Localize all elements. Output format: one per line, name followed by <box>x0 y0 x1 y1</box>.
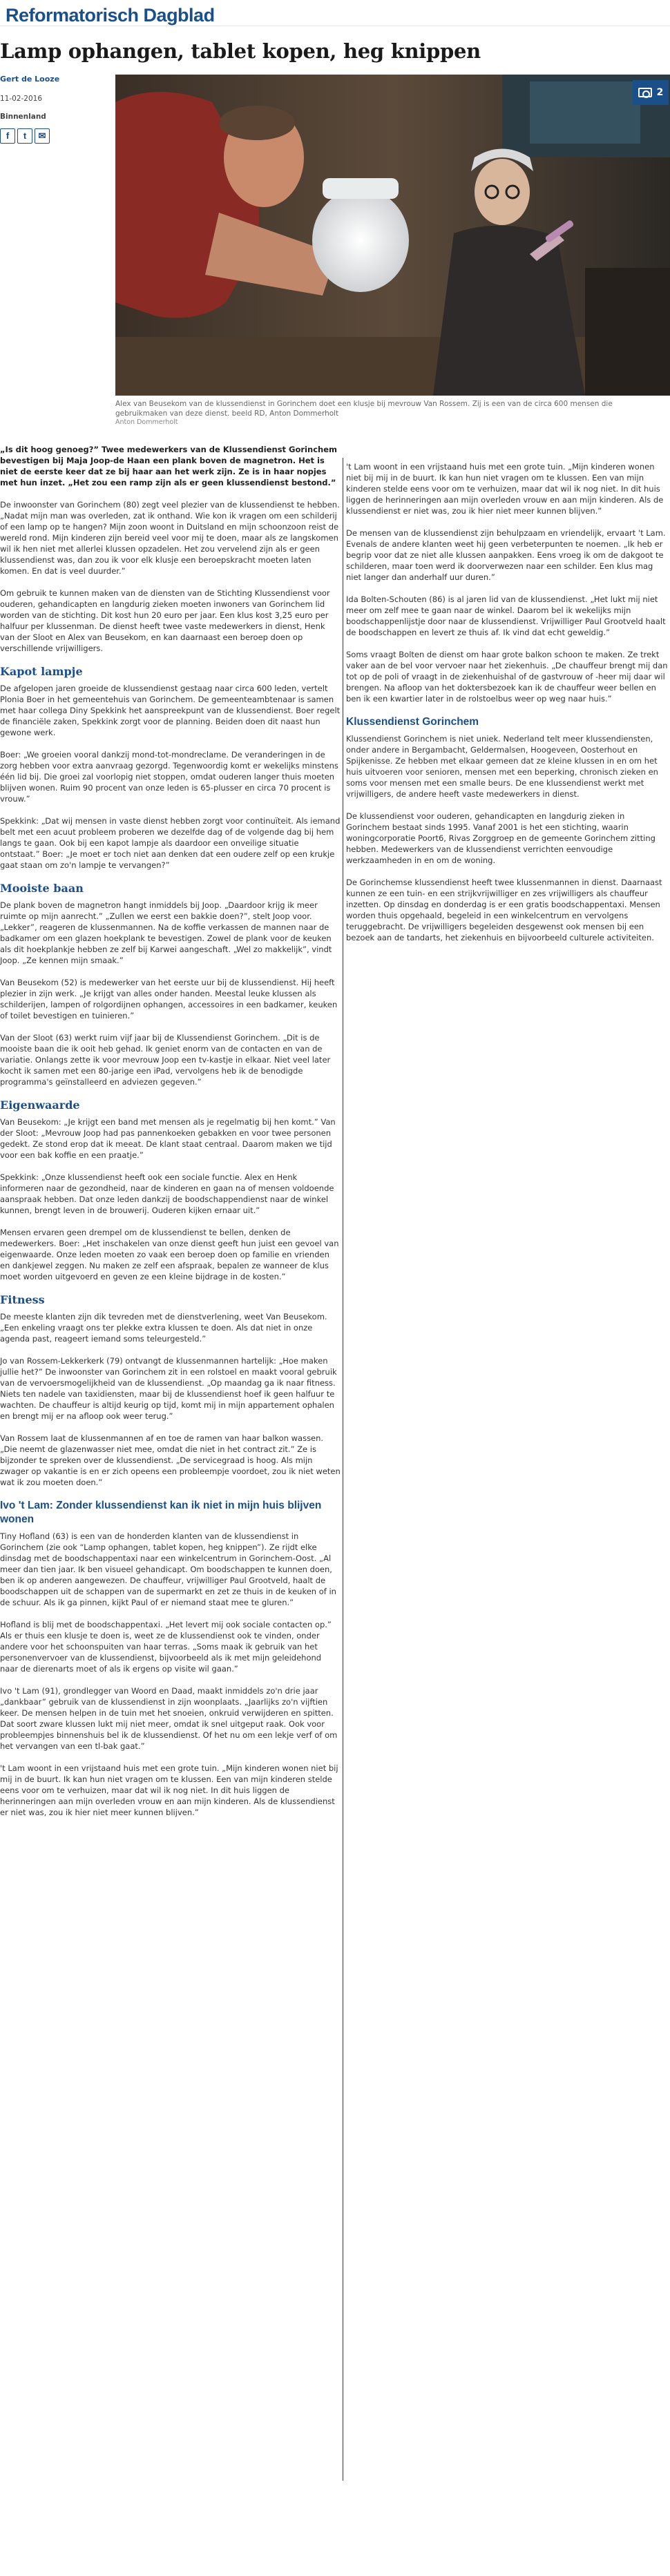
paragraph: Van Beusekom (52) is medewerker van het eerste uur bij de klussendienst. Hij heeft plezier in zijn werk. „Je krijgt van alles onder handen. Meestal leuke klussen als schilderijen, lampen of rolgordijnen ophangen, accessoires in een badkamer, keuken of toilet bevestigen en tuinieren.” <box>0 978 338 1020</box>
paragraph: Van Beusekom: „Je krijgt een band met mensen als je regelmatig bij hen komt.” Van der Sloot: „Mevrouw Joop had pas pannenkoeken gebakken en voor twee personen gedekt. Ze stond erop dat ik meeat. De klant staat centraal. Daarom maken we tijd voor een bak koffie en een praatje.” <box>0 1117 336 1160</box>
paragraph: De klussendienst voor ouderen, gehandicapten en langdurig zieken in Gorinchem bestaat sinds 1995. Vanaf 2001 is het een stichting, waarin woningcorporatie Poort6, Rivas Zorggroep en de gemeente Gorinchem zitting hebben. Medewerkers van de klussendienst verrichten eenvoudige werkzaamheden in en om de woning. <box>346 811 655 865</box>
article-body-left <box>0 444 341 1829</box>
paragraph: Boer: „We groeien vooral dankzij mond-tot-mondreclame. De veranderingen in de zorg hebben voor extra aanvraag gezorgd. Tegenwoordig komt er wekelijks minstens één lid bij. Die groei zal voorlopig niet stoppen, omdat ouderen langer thuis moeten blijven wonen. Ruim 90 procent van onze leden is 65-plusser en circa 70 procent is vrouw.” <box>0 750 338 804</box>
photo-caption: Alex van Beusekom van de klussendienst in Gorinchem doet een klusje bij mevrouw Van Rossem. Zij is een van de circa 600 mensen die gebruikmaken van deze dienst. beeld RD, Anton Dommerholt <box>115 400 613 418</box>
paragraph: Jo van Rossem-Lekkerkerk (79) ontvangt de klussenmannen hartelijk: „Hoe maken jullie het?” De inwoonster van Gorinchem zit in een rolstoel en maakt vooral gebruik van de vervoersmogelijkheid van de klussendienst. „Op maandag ga ik naar fitness. Niets ten nadele van taxidiensten, maar bij de klussendienst hoef ik geen halfuur te wachten. De chauffeur is altijd keurig op tijd, komt mij in mijn appartement ophalen en brengt mij er na afloop ook weer terug.” <box>0 1356 337 1421</box>
paragraph: Om gebruik te kunnen maken van de diensten van de Stichting Klussendienst voor ouderen, gehandicapten en langdurig zieken moeten inwoners van Gorinchem lid worden van de stichting. Dit kost hun 20 euro per jaar. Een klus kost 3,25 euro per halfuur per klussenman. De dienst heeft twee vaste medewerkers in dienst, Henk van der Sloot en Alex van Beusekom, en kan daarnaast een beroep doen op verschillende vrijwilligers. <box>0 588 330 653</box>
author-name[interactable]: Gert de Looze <box>0 75 60 84</box>
paragraph: Van der Sloot (63) werkt ruim vijf jaar bij de Klussendienst Gorinchem. „Dit is de mooiste baan die ik ooit heb gehad. Ik geniet enorm van de contacten en van de variatie. Onlangs zette ik voor mevrouw Joop een tv-kastje in elkaar. Niet veel later kocht ik samen met een 80-jarige een iPad, vervolgens heb ik de benodigde programma's geïnstalleerd en adviezen gegeven.” <box>0 1033 331 1087</box>
mail-icon[interactable]: ✉ <box>35 128 50 144</box>
paragraph: Spekkink: „Onze klussendienst heeft ook een sociale functie. Alex en Henk informeren naar de gezondheid, naar de kinderen en gaan na of mensen voldoende aanspraak hebben. Dat onze leden dankzij de boodschappendienst naar de winkel kunnen, brengt leven in de brouwerij. Ouderen kijken ernaar uit.” <box>0 1172 334 1215</box>
facebook-icon[interactable]: f <box>0 128 15 144</box>
twitter-icon[interactable]: t <box>17 128 32 144</box>
article-body-right <box>346 461 670 954</box>
paragraph: Spekkink: „Dat wij mensen in vaste dienst hebben zorgt voor continuïteit. Als iemand belt met een acuut probleem proberen we dezelfde dag of de volgende dag bij hem langs te gaan. Ook bij een kapot lampje als daardoor een onveilige situatie ontstaat.” Boer: „Je moet er toch niet aan denken dat een oudere zelf op een krukje gaat staan om zo'n lampje te vervangen?” <box>0 816 341 870</box>
paragraph: De meeste klanten zijn dik tevreden met de dienstverlening, weet Van Beusekom. „Een enkeling vraagt ons ter plekke extra klussen te doen. Als dat niet in onze agenda past, reageert iemand soms teleurgesteld.” <box>0 1312 327 1344</box>
photo-count: 2 <box>656 87 664 98</box>
paragraph: Mensen ervaren geen drempel om de klussendienst te bellen, denken de medewerkers. Boer: „Het inschakelen van onze dienst geeft hun juist een gevoel van eigenwaarde. Onze leden moeten zo vaak een beroep doen op familie en vrienden en dankjewel zeggen. Nu maken ze zelf een afspraak, bepalen ze wanneer de klus moet worden uitgevoerd en geven ze een kleine bijdrage in de kosten.” <box>0 1228 339 1281</box>
publish-date: 11-02-2016 <box>0 95 43 103</box>
article-intro: „Is dit hoog genoeg?” Twee medewerkers van de Klussendienst Gorinchem bevestigen bij Maja Joop-de Haan een plank boven de magnetron. Het is niet de eerste keer dat ze bij haar aan het werk zijn. Ze is in haar nopjes met hun inzet. „Het zou een ramp zijn als er geen klussendienst bestond.” <box>0 445 337 487</box>
sidebar-heading: Ivo 't Lam: Zonder klussendienst kan ik niet in mijn huis blijven wonen <box>0 1500 322 1525</box>
subheading: Mooiste baan <box>0 882 84 895</box>
paragraph: De afgelopen jaren groeide de klussendienst gestaag naar circa 600 leden, vertelt Plonia Boer in het gemeentehuis van Gorinchem. De gemeenteambtenaar is samen met haar collega Diny Spekkink het aanspreekpunt van de klussendienst. Boer regelt de financiële zaken, Spekkink zorgt voor de planning. Beiden doen dit naast hun gewone werk. <box>0 684 341 737</box>
camera-icon <box>638 88 652 97</box>
subheading: Kapot lampje <box>0 665 83 678</box>
photo-gallery-button[interactable] <box>633 80 669 105</box>
paragraph: Tiny Hofland (63) is een van de honderden klanten van de klussendienst in Gorinchem (zie ook “Lamp ophangen, tablet kopen, heg knippen”). Ze rijdt elke dinsdag met de boodschappentaxi naar een winkelcentrum in Gorinchem-Oost. „Al meer dan tien jaar. Ik ben visueel gehandicapt. Om boodschappen te kunnen doen, ben ik op anderen aangewezen. De chauffeur, vrijwilliger Paul Grootveld, haalt de boodschappen uit de schappen van de supermarkt en zet ze thuis in de keuken of in de schuur. Als ik ga pinnen, kijkt Paul of er niemand staat mee te gluren.” <box>0 1531 336 1607</box>
paragraph: Hofland is blij met de boodschappentaxi. „Het levert mij ook sociale contacten op.” Als er thuis een klusje te doen is, weet ze de klussendienst ook te vinden, onder andere voor het schoonspuiten van haar terras. „Soms maak ik gebruik van het personenvervoer van de klussendienst, bijvoorbeeld als ik met mijn geleidehond naar de dierenarts moet of als ik ergens op visite wil gaan.” <box>0 1620 332 1674</box>
subheading: Fitness <box>0 1293 45 1306</box>
sidebar-heading: Klussendienst Gorinchem <box>346 716 479 728</box>
article-meta <box>0 75 111 144</box>
paragraph: De plank boven de magnetron hangt inmiddels bij Joop. „Daardoor krijg ik meer ruimte op mijn aanrecht.” „Zullen we eerst een bakkie doen?”, stelt Joop voor. „Lekker”, reageren de klussenmannen. Na de koffie verkassen de mannen naar de badkamer om een glazen hoekplank te bevestigen. Zowel de plank voor de keuken als dit hoekplankje hebben ze zelf bij Karwei aangeschaft. „Wel zo makkelijk”, vindt Joop. „Ze kennen mijn smaak.” <box>0 900 332 965</box>
masthead <box>0 0 670 26</box>
photo-credit: Anton Dommerholt <box>115 418 178 426</box>
paragraph: Van Rossem laat de klussenmannen af en toe de ramen van haar balkon wassen. „Die neemt de glazenwasser niet mee, omdat die niet in het contract zit.” Ze is bijzonder te spreken over de klussendienst. „De servicegraad is hoog. Als mijn zwager op vakantie is en er zich opeens een probleempje voordoet, zou ik niet weten wat ik zou moeten doen.” <box>0 1433 341 1487</box>
section-label: Binnenland <box>0 113 46 121</box>
paragraph: 't Lam woont in een vrijstaand huis met een grote tuin. „Mijn kinderen wonen niet bij mij in de buurt. Ik kan hun niet vragen om te klussen. Een van mijn kinderen stelde eens voor om te verhuizen, maar dat wil ik nog niet. In dit huis liggen de herinneringen aan mijn overleden vrouw en aan mijn kinderen. Als de klussendienst er niet was, zou ik hier niet meer kunnen blijven.” <box>0 1763 338 1817</box>
paragraph: De Gorinchemse klussendienst heeft twee klussenmannen in dienst. Daarnaast kunnen ze een tuin- en een strijkvrijwilliger en zes vrijwilligers als chauffeur inzetten. Op dinsdag en donderdag is er een gratis boodschappentaxi. Mensen worden thuis opgehaald, begeleid in een winkelcentrum en vervolgens teruggebracht. De vrijwilligers begeleiden desgewenst ook mensen bij een bezoek aan de tandarts, het ziekenhuis en bijvoorbeeld culturele activiteiten. <box>346 878 662 942</box>
site-logo[interactable]: Reformatorisch Dagblad <box>6 5 215 26</box>
paragraph: Klussendienst Gorinchem is niet uniek. Nederland telt meer klussendiensten, onder andere in Bergambacht, Geldermalsen, Hoogeveen, Oosterhout en Spijkenisse. Ze hebben met elkaar gemeen dat ze kleine klussen in en om het huis uitvoeren voor senioren, mensen met een beperking, chronisch zieken en soms voor mensen met een smalle beurs. De ene klussendienst werkt met vrijwilligers, de andere heeft vaste medewerkers in dienst. <box>346 734 658 799</box>
photo-illustration <box>115 75 670 396</box>
paragraph: Soms vraagt Bolten de dienst om haar grote balkon schoon te maken. Ze trekt vaker aan de bel voor vervoer naar het ziekenhuis. „De chauffeur brengt mij dan tot op de poli of vraagt in de ziekenhuishal of de gastvrouw of -heer mij daar wil brengen. Na afloop van het doktersbezoek kan ik de chauffeur weer bellen en ben ik een kwartier later in de rolstoelbus weer op weg naar huis.” <box>346 650 668 704</box>
article-photo[interactable] <box>115 75 670 396</box>
paragraph: 't Lam woont in een vrijstaand huis met een grote tuin. „Mijn kinderen wonen niet bij mij in de buurt. Ik kan hun niet vragen om te klussen. Een van mijn kinderen stelde eens voor om te verhuizen, maar dat wil ik nog niet. In dit huis liggen de herinneringen aan mijn overleden vrouw en aan mijn kinderen. Als de klussendienst er niet was, zou ik hier niet meer kunnen blijven.” <box>346 462 664 516</box>
paragraph: De inwoonster van Gorinchem (80) zegt veel plezier van de klussendienst te hebben. „Nadat mijn man was overleden, zat ik onthand. Wie kon ik vragen om een schilderij of een lamp op te hangen? Mijn zoon woont in Duitsland en mijn schoonzoon reist de wereld rond. Mijn kinderen zijn bereid veel voor mij te doen, maar als ze langskomen wil ik hen niet met allerlei klussen opzadelen. Het zou vervelend zijn als er geen klussendienst was, dan zou ik voor elk klusje een beroepskracht moeten laten komen. En dat is veel duurder.” <box>0 500 340 576</box>
subheading: Eigenwaarde <box>0 1098 80 1112</box>
paragraph: Ida Bolten-Schouten (86) is al jaren lid van de klussendienst. „Het lukt mij niet meer om zelf mee te gaan naar de winkel. Daarom bel ik wekelijks mijn boodschappenlijstje door naar de klussendienst. Vrijwilliger Paul Grootveld haalt de boodschappen en levert ze thuis af. Ik vind dat echt geweldig.” <box>346 594 666 637</box>
paragraph: De mensen van de klussendienst zijn behulpzaam en vriendelijk, ervaart 't Lam. Evenals de andere klanten weet hij geen verbeterpunten te noemen. „Ik heb er begrip voor dat ze niet alle klussen aanpakken. Eens vroeg ik om de dakgoot te schilderen, maar toen werd ik doorverwezen naar een schilder. Een klus mag niet langer dan anderhalf uur duren.” <box>346 528 666 582</box>
paragraph: Ivo 't Lam (91), grondlegger van Woord en Daad, maakt inmiddels zo'n drie jaar „dankbaar” gebruik van de klussendienst in zijn woonplaats. „Jaarlijks zo'n vijftien keer. De mensen helpen in de tuin met het snoeien, onkruid verwijderen en spitten. Dat soort zware klussen lukt mij niet meer, omdat ik snel uitgeput raak. Ook voor probleempjes binnenshuis bel ik de klussendienst. Of het nu om een lekje verf of om het vervangen van een tl-bak gaat.” <box>0 1686 338 1751</box>
share-buttons <box>0 128 111 144</box>
article-title: Lamp ophangen, tablet kopen, heg knippen <box>0 39 481 63</box>
